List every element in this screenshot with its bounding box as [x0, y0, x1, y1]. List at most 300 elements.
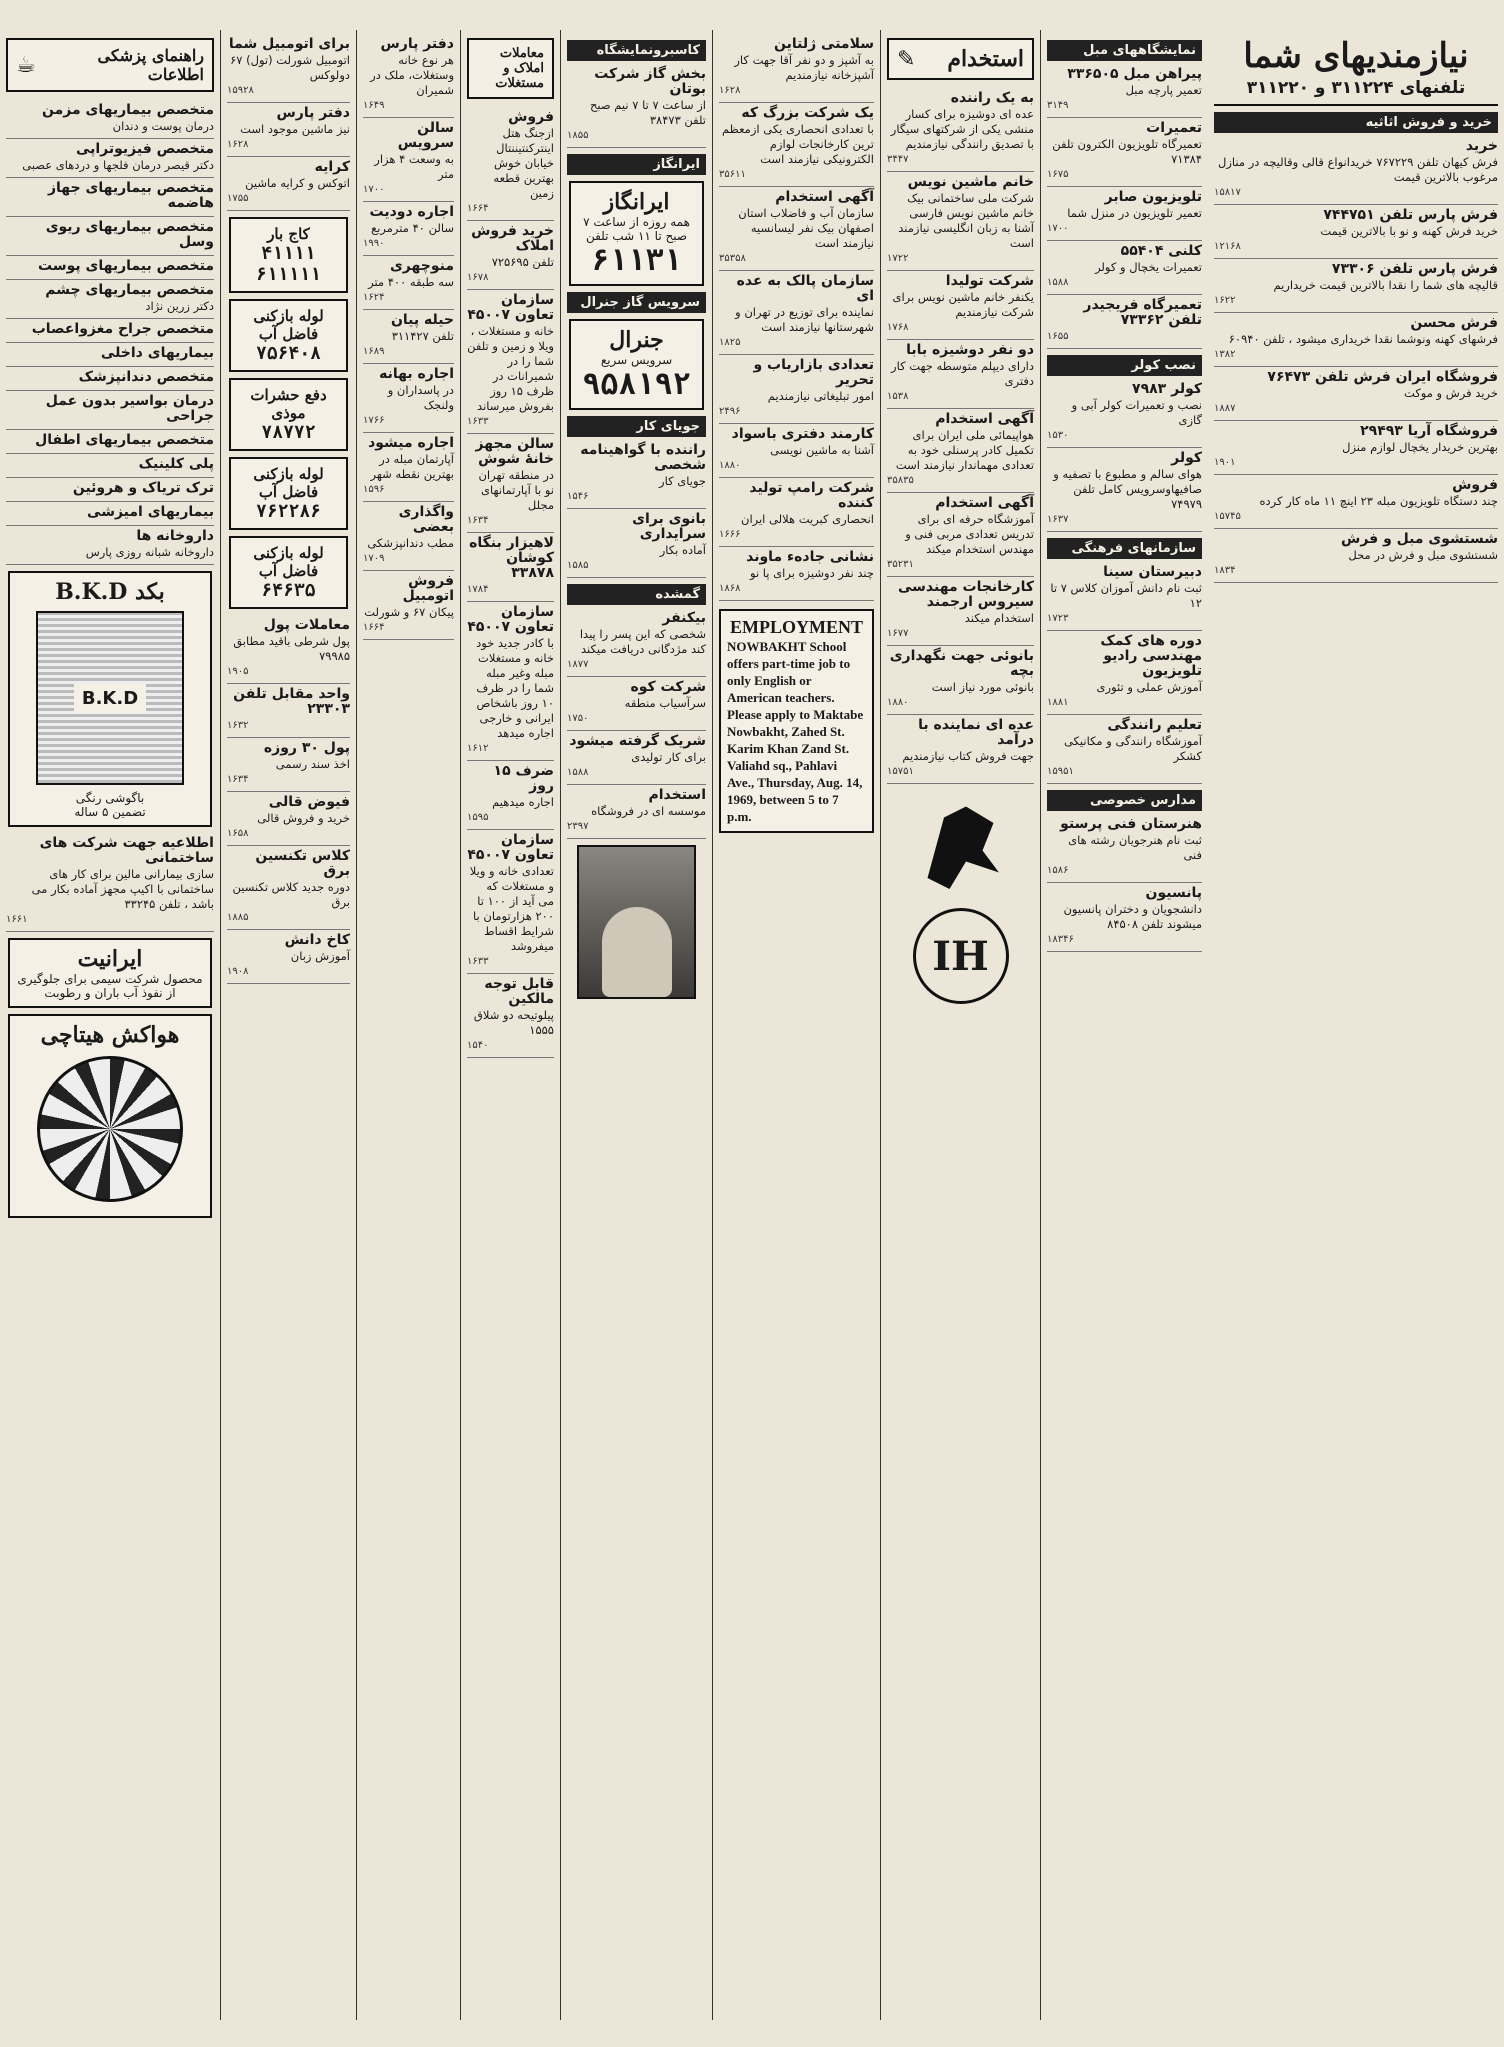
ad-text: ازجنگ هتل اینترکنتیننتال خیابان خوش بهترین قطعه زمین	[493, 126, 554, 200]
ad-code: ۲۳۹۷	[567, 821, 589, 832]
ad-code: ۱۵۴۶	[567, 491, 589, 502]
classified-ad	[363, 310, 454, 364]
ad-code: ۱۶۶۴	[467, 203, 489, 214]
ad-headline: دفتر پارس	[276, 105, 350, 121]
ad-headline: سازمان تعاون ۴۵۰۰۷	[467, 292, 554, 323]
ad-code: ۱۶۶۶	[719, 529, 741, 540]
section-title: نمایشگاههای مبل	[1047, 40, 1202, 61]
boxed-ad-h: لوله بازکنی فاضل آب	[253, 544, 324, 580]
ad-text: به وسعت ۴ هزار متر	[374, 152, 454, 181]
ad-text: از ساعت ۷ تا ۷ نیم صبح تلفن ۳۸۴۷۳	[589, 98, 706, 127]
ad-text: هواپیمائی ملی ایران برای تکمیل کادر پرسنلی خود به تعدادی مهماندار نیازمند است	[895, 428, 1034, 472]
ad-headline: متخصص بیماریهای ریوی وسل	[45, 219, 214, 250]
ad-headline: متخصص بیماریهای پوست	[38, 258, 214, 274]
ad-text: دکتر زرین نژاد	[145, 299, 214, 313]
ad-code: ۱۸۸۰	[887, 697, 909, 708]
classified-ad	[719, 271, 874, 355]
classified-ad	[1214, 136, 1498, 205]
ad-text: در پاسداران و ولنجک	[387, 383, 454, 412]
ad-text: سرآسیاب منطقه	[624, 696, 706, 710]
ad-text: شخصی که این پسر را پیدا کند مژدگانی دریافت میکند	[579, 627, 706, 656]
classified-ad	[6, 178, 214, 217]
ad-headline: واگذاری بعضی	[398, 504, 454, 535]
ad-text: شستشوی مبل و فرش در محل	[1348, 548, 1498, 562]
boxed-ad-n: ۷۵۶۴۰۸	[255, 343, 322, 364]
ad-code: ۱۶۶۴	[363, 622, 385, 633]
ad-headline: دفتر پارس	[380, 36, 454, 52]
ad-code: ۱۶۳۴	[227, 774, 249, 785]
ad-headline: فرش محسن	[1410, 315, 1498, 331]
classified-ad	[567, 785, 706, 839]
ad-text: آموزش عملی و تئوری	[1096, 680, 1202, 694]
ad-headline: بیکنفر	[662, 610, 706, 626]
iran-air-logo-icon	[906, 790, 1016, 900]
ad-code: ۱۷۰۰	[1047, 223, 1069, 234]
ad-headline: اجاره میشود	[368, 435, 454, 451]
ad-headline: کولر	[1171, 450, 1202, 466]
ad-code: ۱۸۸۱	[1047, 697, 1069, 708]
boxed-ad-n: ۷۶۲۲۸۶	[255, 501, 322, 522]
ad-headline: اجاره بهانه	[379, 366, 454, 382]
missing-boy-photo	[577, 845, 696, 999]
ad-headline: اجاره دودیت	[369, 204, 454, 220]
ad-text: نماینده برای توزیع در تهران و شهرستانها نیازمند است	[735, 305, 874, 334]
classified-ad	[887, 340, 1034, 409]
classified-ad	[567, 608, 706, 677]
ad-list	[467, 107, 554, 1058]
ad-headline: پول ۳۰ روزه	[263, 740, 350, 756]
classified-ad	[1047, 631, 1202, 715]
section-title: ایرانگاز	[567, 154, 706, 175]
ad-text: اتومبیل شورلت (تول) ۶۷ دولوکس	[230, 53, 350, 82]
ad-code: ۱۶۲۲	[1214, 295, 1236, 306]
boxed-ad-n: ۴۱۱۱۱ ۶۱۱۱۱۱	[255, 243, 322, 285]
ad-text: سازمان آب و فاضلاب استان اصفهان بیک نفر لیسانسیه نیازمند است	[738, 206, 874, 250]
classified-ad	[1047, 814, 1202, 883]
ad-code: ۱۵۹۲۸	[227, 85, 254, 96]
classified-ad	[1047, 241, 1202, 295]
ad-code: ۳۵۸۳۵	[887, 475, 914, 486]
ad-code: ۱۵۷۴۵	[1214, 511, 1241, 522]
ad-code: ۱۸۲۵	[719, 337, 741, 348]
ad-text: جویای کار	[659, 474, 706, 488]
ad-code: ۱۶۷۷	[887, 628, 909, 639]
ad-headline: برای اتومبیل شما	[228, 36, 350, 52]
ad-text: آموزشگاه رانندگی و مکانیکی کشکر	[1063, 734, 1202, 763]
ad-headline: کولر ۷۹۸۳	[1132, 381, 1202, 397]
boxed-ad-line: همه روزه از ساعت ۷ صبح تا ۱۱ شب تلفن	[583, 215, 690, 243]
classified-ad	[1214, 313, 1498, 367]
ad-headline: بانوئی جهت نگهداری بچه	[889, 648, 1034, 679]
ad-text: تلفن ۷۲۵۶۹۵	[491, 255, 554, 269]
ad-headline: خرید فروش املاک	[471, 223, 554, 254]
classified-ad	[6, 454, 214, 478]
boxed-ad	[229, 299, 348, 372]
ad-text: تعمیر تلویزیون در منزل شما	[1067, 206, 1202, 220]
ad-headline: تعلیم رانندگی	[1107, 717, 1202, 733]
ad-headline: دوره های کمک مهندسی رادیو تلویزیون	[1100, 633, 1202, 679]
ad-code: ۱۸۸۰	[719, 460, 741, 471]
ad-text: اتوکس و کرایه ماشین	[245, 176, 350, 190]
ad-text: انحصاری کبریت هلالی ایران	[741, 512, 874, 526]
ad-headline: یک شرکت بزرگ که	[741, 105, 874, 121]
ad-text: هر نوع خانه وستغلات، ملک در شمیران	[370, 53, 454, 97]
page-title: نیازمندیهای شما	[1243, 36, 1469, 76]
ad-list	[1214, 136, 1498, 583]
classified-ad	[887, 88, 1034, 172]
ad-text: شرکت ملی ساختمانی بیک خانم ماشین نویس فارسی آشنا به زبان انگلیسی نیازمند است	[898, 191, 1034, 250]
classified-ad	[363, 202, 454, 256]
medical-header: راهنمای پزشکی اطلاعات ☕	[6, 38, 214, 92]
ad-text: نصب و تعمیرات کولر آبی و گازی	[1071, 398, 1202, 427]
ad-text: ثبت نام دانش آموزان کلاس ۷ تا ۱۲	[1050, 581, 1202, 610]
fan-icon	[37, 1056, 183, 1202]
ad-headline: واحد مقابل تلفن ۲۳۳۰۳	[233, 686, 350, 717]
ad-headline: متخصص بیماریهای جهاز هاضمه	[47, 180, 214, 211]
classified-ad	[1047, 562, 1202, 631]
ad-headline: لاهیزار بنگاه کوشان ۳۳۸۷۸	[469, 535, 554, 581]
section-list	[567, 40, 706, 839]
ad-headline: کاخ دانش	[284, 932, 350, 948]
ad-headline: پیراهن مبل ۳۳۶۵۰۵	[1067, 66, 1202, 82]
ad-headline: تعمیرگاه فریجیدر تلفن ۷۳۳۶۲	[1083, 297, 1202, 328]
ad-code: ۱۵۳۰	[1047, 430, 1069, 441]
ad-code: ۱۵۴۰	[467, 1040, 489, 1051]
ad-text: در منطقه تهران نو با آپارتمانهای مجلل	[478, 468, 554, 512]
classified-ad	[6, 391, 214, 430]
ad-text: پیکان ۶۷ و شورلت	[364, 605, 454, 619]
boxed-ad	[229, 457, 348, 530]
ad-headline: منوچهری	[389, 258, 454, 274]
boxed-ad-h: کاج بار	[267, 225, 310, 243]
boxed-ad	[229, 217, 348, 293]
ad-code: ۱۲۱۶۸	[1214, 241, 1241, 252]
boxed-ad-h: دفع حشرات موذی	[250, 386, 327, 422]
ad-text: تعمیرگاه تلویزیون الکترون تلفن ۷۱۳۸۴	[1052, 137, 1202, 166]
classified-ad	[887, 715, 1034, 784]
classified-ad	[227, 103, 350, 157]
ad-code: ۱۶۳۴	[467, 515, 489, 526]
classified-ad	[719, 34, 874, 103]
ad-text: داروخانه شبانه روزی پارس	[85, 545, 214, 559]
classified-ad	[719, 424, 874, 478]
column-employment	[880, 30, 1040, 2020]
ad-code: ۳۴۴۷	[887, 154, 909, 165]
ad-headline: سالن مجهز خانهٔ شوش	[475, 436, 554, 467]
boxed-ad-num: ۹۵۸۱۹۲	[582, 367, 691, 402]
classified-ad	[467, 533, 554, 602]
ad-code: ۳۵۳۵۸	[719, 253, 746, 264]
section-title: کاسبرونمایشگاه	[567, 40, 706, 61]
ad-text: چند نفر دوشیزه برای پا نو	[750, 566, 874, 580]
ad-headline: فیوض قالی	[268, 794, 350, 810]
ad-code: ۱۸۶۸	[719, 583, 741, 594]
boxed-ad-n: ۷۸۷۷۲	[261, 422, 316, 443]
boxed-ad-h: جنرال	[609, 327, 664, 353]
ad-code: ۱۶۷۸	[467, 272, 489, 283]
employment-header: استخدام ✎	[887, 38, 1034, 80]
ad-text: دارای دیپلم متوسطه جهت کار دفتری	[891, 359, 1034, 388]
ad-headline: متخصص بیماریهای چشم	[45, 282, 214, 298]
column-medical	[0, 30, 220, 2020]
ad-code: ۱۵۸۱۷	[1214, 187, 1241, 198]
ad-text: به آشپز و دو نفر آقا جهت کار آشپزخانه نیازمندیم	[734, 53, 874, 82]
ad-code: ۱۵۷۵۱	[887, 766, 914, 777]
section-title: گمشده	[567, 584, 706, 605]
classified-ad	[467, 761, 554, 830]
ad-headline: استخدام	[648, 787, 706, 803]
iranite-ad: ایرانیت محصول شرکت سیمی برای جلوگیری از نفوذ آب باران و رطوبت	[8, 938, 212, 1008]
ad-code: ۱۹۰۵	[227, 666, 249, 677]
column-rentals	[356, 30, 460, 2020]
ad-headline: فروشگاه ایران فرش تلفن ۷۶۴۷۳	[1267, 369, 1498, 385]
ad-code: ۳۵۲۳۱	[887, 559, 914, 570]
phones-line: تلفنهای ۳۱۱۲۲۴ و ۳۱۱۲۲۰	[1214, 78, 1498, 106]
ad-headline: ضرف ۱۵ روز	[493, 763, 554, 794]
classified-ad	[363, 364, 454, 433]
section-title: خرید و فروش اثاثیه	[1214, 112, 1498, 133]
classified-ad	[227, 157, 350, 211]
classified-ad	[6, 100, 214, 139]
classified-ad	[6, 139, 214, 178]
classified-ad	[887, 577, 1034, 646]
ad-headline: متخصص بیماریهای مزمن	[41, 102, 214, 118]
classified-ad	[719, 547, 874, 601]
classified-ad	[6, 256, 214, 280]
ad-text: پول شرطی باقید مطابق ۷۹۹۸۵	[233, 634, 350, 663]
realestate-header: معاملات املاک و مستغلات	[467, 38, 554, 99]
ad-list	[227, 34, 350, 211]
ad-text: خرید فرش و موکت	[1404, 386, 1498, 400]
column-services	[1040, 30, 1208, 2020]
ad-headline: نشانی جادهء ماوند	[746, 549, 874, 565]
classified-ad	[1214, 205, 1498, 259]
ad-code: ۱۹۰۱	[1214, 457, 1236, 468]
classified-ad	[467, 974, 554, 1058]
ad-text: پیلوتیحه دو شلاق ۱۵۵۵	[473, 1008, 554, 1037]
ad-headline: شستشوی مبل و فرش	[1341, 531, 1498, 547]
box-list	[227, 217, 350, 609]
classified-ad	[887, 493, 1034, 577]
section-title: سازمانهای فرهنگی	[1047, 538, 1202, 559]
ad-headline: کلنی ۵۵۴۰۴	[1120, 243, 1202, 259]
ad-text: هوای سالم و مطبوع با تصفیه و صافیهاوسرویس کامل تلفن ۷۴۹۷۹	[1053, 467, 1202, 511]
english-ad-body: NOWBAKHT School offers part-time job to only English or American teachers. Please apply to Maktabe Nowbakht, Zahed St. Karim Khan Zand St. Valiahd sq., Pahlavi Ave., Thursday, Aug. 14, 1969, between 5 to 7 p.m.	[727, 639, 864, 824]
classified-ad	[1047, 883, 1202, 952]
ad-code: ۱۵۹۵۱	[1047, 766, 1074, 777]
company-logo-icon: IH	[913, 908, 1009, 1004]
ad-headline: آگهی استخدام	[935, 411, 1034, 427]
ad-text: برای کار تولیدی	[631, 750, 706, 764]
classified-ad	[227, 615, 350, 684]
briefcase-icon: ✎	[897, 46, 916, 72]
classified-ad	[1214, 259, 1498, 313]
classified-ad	[467, 221, 554, 290]
ad-code: ۱۷۰۰	[363, 184, 385, 195]
classified-ad	[363, 571, 454, 640]
classified-ad	[227, 792, 350, 846]
classified-ad	[1214, 367, 1498, 421]
ad-headline: قابل توجه مالکین	[484, 976, 554, 1007]
classified-ad	[6, 478, 214, 502]
ad-headline: سلامتی ژلتاین	[774, 36, 874, 52]
ad-text: درمان پوست و دندان	[112, 119, 214, 133]
section-list	[1047, 40, 1202, 952]
ad-headline: شرکت رامپ تولید کننده	[749, 480, 874, 511]
boxed-ad-num: ۶۱۱۳۱	[591, 243, 682, 278]
boxed-ad-h: لوله بازکنی فاضل آب	[253, 307, 324, 343]
ad-list	[719, 34, 874, 601]
section-title: مدارس خصوصی	[1047, 790, 1202, 811]
column-employment-2	[712, 30, 880, 2020]
ad-headline: کارخانجات مهندسی سیروس ارجمند	[898, 579, 1034, 610]
classified-ad	[467, 107, 554, 221]
bkd-ad: بکد B.K.D B.K.D باگوشی رنگی تضمین ۵ ساله	[8, 571, 212, 827]
ad-headline: به یک راننده	[950, 90, 1034, 106]
fan-ad: هواکش هیتاچی	[8, 1014, 212, 1218]
ad-headline: درمان بواسیر بدون عمل جراحی	[45, 393, 214, 424]
ad-text: آشنا به ماشین نویسی	[770, 443, 874, 457]
ad-text: با کادر جدید خود خانه و مستغلات مبله وغیر مبله شما را در ظرف ۱۰ روز باشخاص ایرانی و خارجی اجاره میدهد	[476, 636, 554, 740]
classified-ad	[719, 478, 874, 547]
ad-text: تعمیر پارچه مبل	[1125, 83, 1202, 97]
classified-ad	[1214, 421, 1498, 475]
column-gas	[560, 30, 712, 2020]
ad-code: ۱۵۸۶	[1047, 865, 1069, 876]
ad-code: ۱۵۹۶	[363, 484, 385, 495]
ad-text: امور تبلیغاتی نیازمندیم	[767, 389, 874, 403]
boxed-ad	[229, 378, 348, 451]
ad-code: ۱۸۷۷	[567, 659, 589, 670]
classified-ad	[6, 367, 214, 391]
ad-headline: بانوی برای سرایداری	[632, 511, 706, 542]
ad-text: آماده بکار	[659, 543, 706, 557]
ad-headline: پلی کلینیک	[138, 456, 214, 472]
ad-text: سالن ۴۰ مترمربع	[371, 221, 454, 235]
ad-text: سه طبقه ۴۰۰ متر	[368, 275, 454, 289]
ad-text: ثبت نام هنرجویان رشته های فنی	[1068, 833, 1202, 862]
ad-code: ۱۶۲۸	[227, 139, 249, 150]
ad-headline: فروش	[1452, 477, 1498, 493]
classified-ad	[1047, 64, 1202, 118]
ad-headline: شرکت کوه	[630, 679, 706, 695]
ad-code: ۱۳۸۲	[1214, 349, 1236, 360]
classified-ad	[363, 34, 454, 118]
ad-headline: پانسیون	[1145, 885, 1202, 901]
ad-code: ۱۸۵۵	[567, 130, 589, 141]
classified-ad	[6, 502, 214, 526]
ad-code: ۱۶۵۸	[227, 828, 249, 839]
ad-text: فرش کیهان تلفن ۷۶۷۲۲۹ خریدانواع قالی وقالیچه در منازل مرغوب بالاترین قیمت	[1218, 155, 1498, 184]
ad-text: اخذ سند رسمی	[275, 757, 350, 771]
ad-headline: کلاس تکنسین برق	[255, 848, 350, 879]
ad-headline: دو نفر دوشیزه بابا	[906, 342, 1034, 358]
ad-headline: دبیرستان سینا	[1103, 564, 1202, 580]
boxed-ad	[229, 536, 348, 609]
ad-text: خانه و مستغلات ، ویلا و زمین و تلفن شما را در شمیرانات در ظرف ۱۵ روز بفروش میرساند	[467, 324, 554, 413]
ad-code: ۱۹۰۸	[227, 966, 249, 977]
ad-code: ۱۹۹۰	[363, 238, 385, 249]
ad-text: عده ای دوشیزه برای کسار منشی یکی از شرکتهای سیگار با تصدیق رانندگی نیازمندیم	[890, 107, 1034, 151]
ad-headline: متخصص دندانپزشک	[78, 369, 214, 385]
classified-ad	[363, 502, 454, 571]
ad-code: ۱۶۱۲	[467, 743, 489, 754]
ad-list	[6, 100, 214, 565]
ad-text: استخدام میکند	[964, 611, 1034, 625]
ad-headline: هنرستان فنی پرستو	[1060, 816, 1202, 832]
ad-text: چند دستگاه تلویزیون مبله ۲۳ اینچ ۱۱ ماه کار کرده	[1259, 494, 1498, 508]
ad-list	[887, 88, 1034, 784]
classified-ad	[1047, 715, 1202, 784]
ad-text: قالیچه های شما را نقدا بالاترین قیمت خریداریم	[1273, 278, 1498, 292]
ad-headline: تلویزیون صابر	[1104, 189, 1202, 205]
classified-ad	[887, 172, 1034, 271]
classified-ad	[363, 433, 454, 502]
ad-text: مطب دندانپزشکی	[367, 536, 454, 550]
classified-ad	[467, 290, 554, 434]
classified-ad	[887, 646, 1034, 715]
boxed-ad	[569, 181, 704, 286]
ad-text: دوره جدید کلاس تکنسین برق	[232, 880, 350, 909]
ad-text: آموزشگاه حرفه ای برای تدریس تعدادی مربی فنی و مهندس استخدام میکند	[905, 512, 1034, 556]
section-title: سرویس گاز جنرال	[567, 292, 706, 313]
ad-code: ۱۷۰۹	[363, 553, 385, 564]
classified-ad	[363, 256, 454, 310]
classified-ad	[719, 355, 874, 424]
ad-code: ۱۵۸۸	[567, 767, 589, 778]
ad-code: ۱۶۳۷	[1047, 514, 1069, 525]
classified-ad	[1047, 448, 1202, 532]
ad-headline: سازمان پالک به عده ای	[736, 273, 874, 304]
ad-text: با تعدادی انحصاری یکی ازمعظم ترین کارخانجات لوازم الکترونیکی نیازمند است	[722, 122, 874, 166]
ad-code: ۱۵۹۵	[467, 812, 489, 823]
ad-headline: سالن سرویس	[397, 120, 454, 151]
ad-text: تلفن ۳۱۱۴۲۷	[391, 329, 454, 343]
section-title: جویای کار	[567, 416, 706, 437]
ad-code: ۱۵۳۸	[887, 391, 909, 402]
boxed-ad-n: ۶۴۶۳۵	[261, 580, 316, 601]
ad-headline: فروشگاه آریا ۲۹۴۹۳	[1360, 423, 1498, 439]
ad-text: خرید فرش کهنه و نو با بالاترین قیمت	[1320, 224, 1498, 238]
ad-text: خرید و فروش قالی	[257, 811, 350, 825]
ad-code: ۱۷۲۲	[887, 253, 909, 264]
classified-ad	[1047, 118, 1202, 187]
ad-text: آموزش زبان	[290, 949, 350, 963]
classified-ad	[1214, 475, 1498, 529]
classified-ad	[467, 830, 554, 974]
ad-code: ۱۷۵۵	[227, 193, 249, 204]
boxed-ad-line: سرویس سریع	[600, 353, 673, 367]
ad-headline: تعمیرات	[1146, 120, 1202, 136]
ad-headline: حیله پیان	[390, 312, 454, 328]
ad-headline: بخش گاز شرکت بوتان	[594, 66, 706, 97]
classified-ad	[6, 430, 214, 454]
classified-ad	[719, 187, 874, 271]
ad-list	[363, 34, 454, 640]
classified-ad	[467, 434, 554, 533]
ad-headline: سازمان تعاون ۴۵۰۰۷	[467, 604, 554, 635]
intercom-icon: B.K.D	[36, 611, 184, 785]
ad-headline: آگهی استخدام	[935, 495, 1034, 511]
ad-headline: بیماریهای داخلی	[100, 345, 214, 361]
ad-code: ۱۶۳۳	[467, 416, 489, 427]
ad-code: ۱۶۳۳	[467, 956, 489, 967]
boxed-ad-h: لوله بازکنی فاضل آب	[253, 465, 324, 501]
ad-text: جهت فروش کتاب نیازمندیم	[902, 749, 1034, 763]
ad-code: ۱۷۶۸	[887, 322, 909, 333]
ad-headline: متخصص فیزیوتراپی	[75, 141, 214, 157]
classified-ad	[227, 34, 350, 103]
